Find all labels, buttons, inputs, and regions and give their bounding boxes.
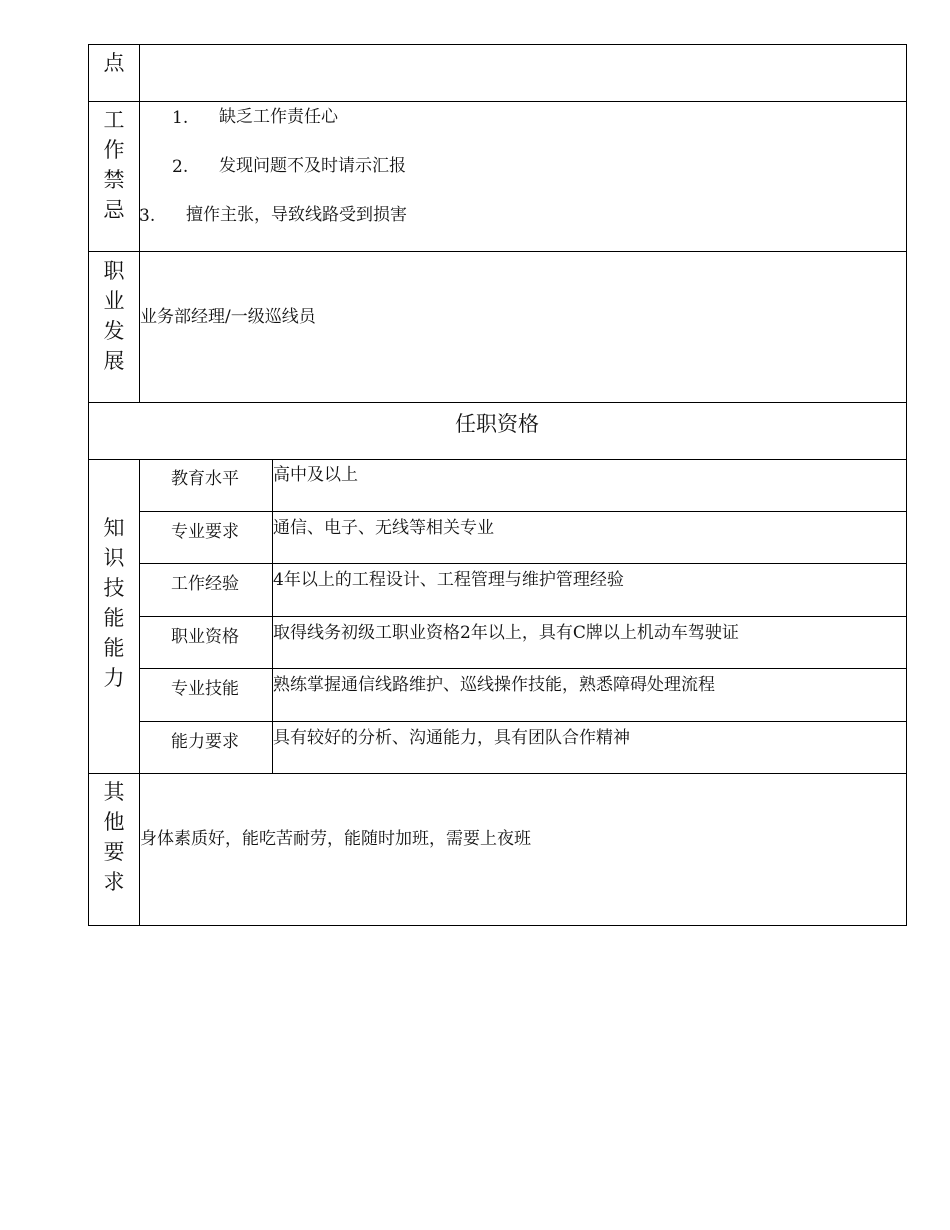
prohibition-item-text: 缺乏工作责任心 [219, 107, 338, 127]
row-divider [88, 402, 907, 403]
career-path-text: 业务部经理/一级巡线员 [140, 307, 316, 327]
row-divider [139, 668, 907, 669]
qualification-item-value: 通信、电子、无线等相关专业 [273, 518, 494, 538]
qualification-item-name: 专业技能 [171, 679, 239, 699]
row-divider [139, 511, 907, 512]
row-divider [88, 459, 907, 460]
row-label-prohibitions: 工 作 禁 忌 [103, 108, 125, 222]
row-divider [88, 101, 907, 102]
row-divider [139, 563, 907, 564]
qualification-item-value: 高中及以上 [273, 465, 358, 485]
row-label-knowledge: 知 识 技 能 能 力 [103, 516, 125, 690]
qualification-item-value: 4年以上的工程设计、工程管理与维护管理经验 [273, 570, 624, 590]
row-divider [88, 251, 907, 252]
prohibition-item-text: 发现问题不及时请示汇报 [219, 156, 406, 176]
prohibition-item-number: 1. [172, 108, 189, 128]
qualification-item-name: 教育水平 [171, 469, 239, 489]
qualification-item-value: 具有较好的分析、沟通能力，具有团队合作精神 [273, 728, 630, 748]
row-divider [88, 773, 907, 774]
qualification-item-name: 职业资格 [171, 627, 239, 647]
qualification-item-name: 专业要求 [171, 522, 239, 542]
prohibition-item-text: 擅作主张，导致线路受到损害 [186, 205, 407, 225]
prohibition-item-number: 2. [172, 157, 189, 177]
qualification-item-name: 能力要求 [171, 732, 239, 752]
qualification-item-value: 取得线务初级工职业资格2年以上，具有C牌以上机动车驾驶证 [273, 623, 739, 643]
prohibition-item-number: 3. [139, 206, 156, 226]
row-divider [139, 616, 907, 617]
row-divider [139, 721, 907, 722]
other-requirements-text: 身体素质好，能吃苦耐劳，能随时加班，需要上夜班 [140, 829, 531, 849]
qualification-item-name: 工作经验 [171, 574, 239, 594]
row-label-career: 职 业 发 展 [103, 259, 125, 373]
qualification-header: 任职资格 [455, 412, 539, 436]
row-label-points: 点 [103, 51, 125, 75]
qualification-item-value: 熟练掌握通信线路维护、巡线操作技能，熟悉障碍处理流程 [273, 675, 715, 695]
column-divider [272, 459, 273, 774]
row-label-other: 其 他 要 求 [103, 780, 125, 894]
